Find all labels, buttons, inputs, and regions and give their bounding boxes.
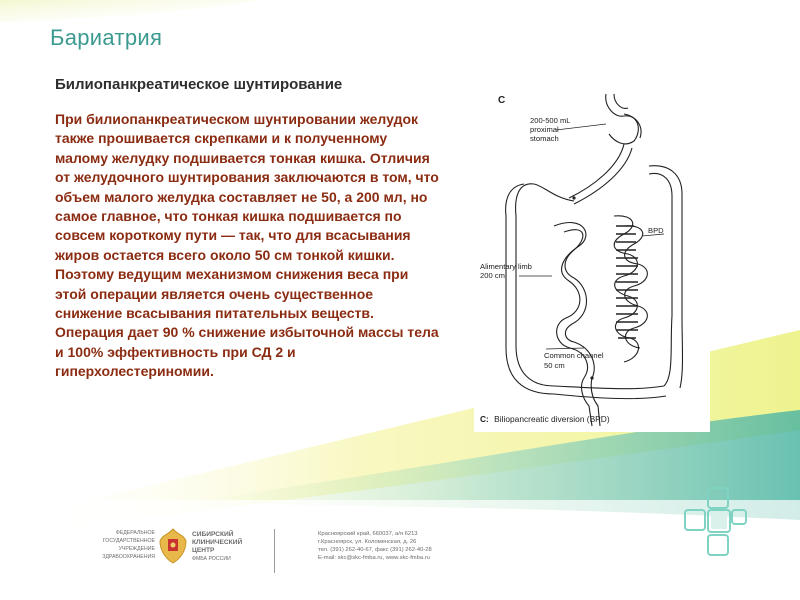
intestine-drawing: [506, 94, 683, 426]
label-common-channel: Common channel: [544, 351, 604, 360]
slide-title: Бариатрия: [50, 25, 163, 50]
contact-info: Красноярский край, 660037, а/я 6213 г.Красноярск, ул. Коломенская, д. 26 тел. (391) 262-40-67, факс (391) 262-40-28 E-mail: skc@skc-fmba.ru, www.skc-fmba.ru: [318, 531, 432, 561]
body-text: [55, 110, 440, 382]
label-stomach-line2: proximal: [530, 125, 559, 134]
footer: [0, 515, 800, 600]
org-name-right: СИБИРСКИЙ КЛИНИЧЕСКИЙ ЦЕНТР ФМБА РОССИИ: [192, 531, 243, 562]
label-alimentary-limb: Alimentary limb: [480, 262, 532, 271]
panel-letter: C: [498, 95, 506, 106]
paragraph-results: Операция дает 90 % снижение избыточной массы тела и 100% эффективность при СД 2 и гиперхолестериномии.: [55, 324, 439, 380]
bpd-hatching: [616, 226, 638, 338]
bpd-illustration: [474, 86, 710, 432]
label-alimentary-length: 200 cm: [480, 271, 505, 280]
label-bpd: BPD: [648, 226, 664, 235]
label-stomach-line3: stomach: [530, 134, 559, 143]
label-common-length: 50 cm: [544, 361, 565, 370]
caption-prefix: C:: [480, 414, 489, 424]
org-name-left: ФЕДЕРАЛЬНОЕ ГОСУДАРСТВЕННОЕ УЧРЕЖДЕНИЕ ЗДРАВООХРАНЕНИЯ: [102, 530, 155, 560]
emblem-icon: [158, 527, 188, 565]
slide-subtitle: Билиопанкреатическое шунтирование: [55, 76, 343, 93]
figure-caption: Biliopancreatic diversion (BPD): [494, 414, 610, 424]
paragraph-description: При билиопанкреатическом шунтировании желудок также прошивается скрепками и к полученному малому желудку подшивается тонкая кишка. Отличия от желудочного шунтирования заключаются в том, что объем малого желудка составляет не 50, а 200 мл, но самое главное, что тонкая кишка подшивается по совсем короткому пути — так, что для всасывания жиров остается всего около 50 см тонкой кишки. Поэтому ведущим механизмом снижения веса при этой операции является очень существенное снижение всасывания питательных веществ.: [55, 111, 439, 322]
label-stomach-volume: 200-500 mL: [530, 116, 571, 125]
svg-text:C: Biliopancreatic diver: [480, 414, 610, 424]
footer-divider: [274, 529, 275, 573]
